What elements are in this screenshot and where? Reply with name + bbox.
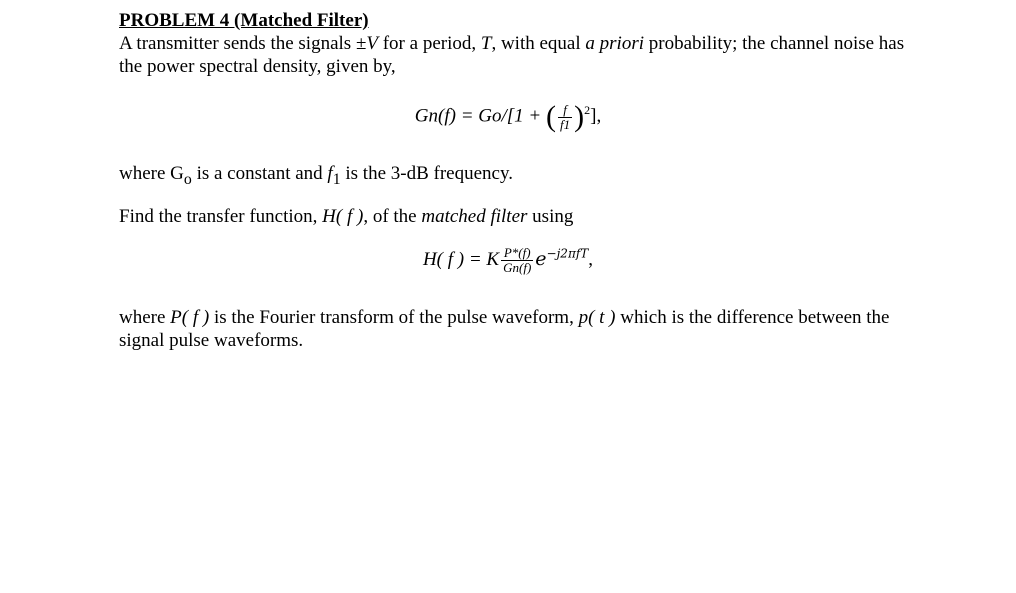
constants-text-a: where G xyxy=(119,163,184,184)
psd-fraction-den: f1 xyxy=(560,116,571,132)
intro-a-priori: a priori xyxy=(585,33,644,54)
constants-text-c: is the 3-dB frequency. xyxy=(340,163,513,184)
intro-text-a: A transmitter sends the signals ± xyxy=(119,33,367,54)
psd-fraction-num: f xyxy=(558,103,572,118)
fourier-text-b: is the Fourier transform of the pulse waveform, xyxy=(209,307,579,328)
constants-paragraph xyxy=(119,162,513,191)
find-var-h: H( f ) xyxy=(322,206,364,227)
transfer-equation-lhs: H( f ) = K xyxy=(422,248,500,270)
transfer-exponent: −j2πfT xyxy=(546,246,589,261)
fourier-text-c: which is the difference between the signal pulse waveforms. xyxy=(119,307,890,351)
psd-exponent: 2 xyxy=(584,103,591,118)
find-text-a: Find the transfer function, xyxy=(119,206,323,227)
constants-var-f: f xyxy=(327,163,333,184)
psd-fraction xyxy=(558,103,572,132)
find-paragraph xyxy=(119,205,573,228)
find-text-c: using xyxy=(527,206,574,227)
intro-var-t: T xyxy=(480,33,492,54)
fourier-paragraph xyxy=(119,306,919,352)
transfer-tail: , xyxy=(588,248,594,270)
intro-text-b: for a period, xyxy=(377,33,481,54)
transfer-exp-base: e xyxy=(535,247,547,270)
intro-text-d: probability; the channel noise has the power spectral density, given by, xyxy=(119,33,905,77)
constants-sub-1: 1 xyxy=(332,170,341,188)
transfer-fraction xyxy=(501,246,533,275)
problem-heading: PROBLEM 4 (Matched Filter) xyxy=(119,10,369,31)
transfer-fraction-num: P*(f) xyxy=(501,246,533,261)
psd-equation: Gn(f) = Go/[1 + ( $\frac{f}{f1}$ )$^2$], xyxy=(414,100,602,133)
find-matched-filter: matched filter xyxy=(421,206,528,227)
constants-sub-o: o xyxy=(183,170,192,188)
find-text-b: , of the xyxy=(363,206,422,227)
intro-text-c: , with equal xyxy=(491,33,586,54)
psd-equation-rhs: ], xyxy=(590,105,602,127)
transfer-equation xyxy=(0,246,1016,275)
constants-text-b: is a constant and xyxy=(191,163,328,184)
problem-page xyxy=(119,10,919,78)
transfer-fraction-den: Gn(f) xyxy=(503,260,532,275)
intro-paragraph xyxy=(119,32,919,78)
fourier-text-a: where xyxy=(119,307,171,328)
psd-equation-lhs: Gn(f) = Go/[1 + xyxy=(414,105,546,127)
fourier-var-p-t: p( t ) xyxy=(578,307,616,328)
intro-var-v: V xyxy=(366,33,378,54)
fourier-var-p-f: P( f ) xyxy=(170,307,210,328)
